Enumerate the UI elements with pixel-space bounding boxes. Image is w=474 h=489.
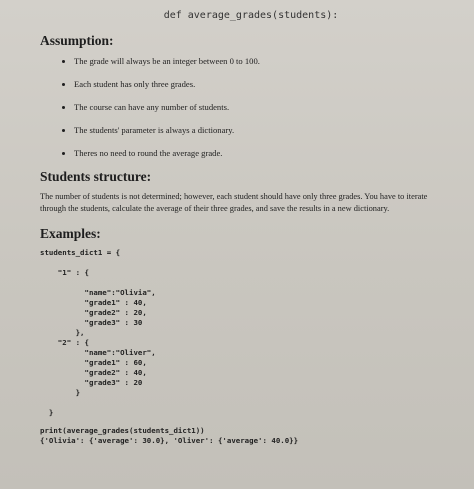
code-line: "grade1" : 60, — [40, 358, 147, 367]
example-call: print(average_grades(students_dict1)) — [40, 426, 205, 435]
example-code-block — [40, 248, 452, 418]
examples-heading: Examples: — [40, 226, 101, 241]
code-line: students_dict1 = { — [40, 248, 121, 257]
code-line: "name":"Oliver", — [40, 348, 156, 357]
structure-text: The number of students is not determined; however, each student should have only three grades. You have to iterate through the students, calculate the average of their three grades, and save the results in a new dictionary. — [40, 192, 428, 213]
code-line: "grade2" : 40, — [40, 368, 147, 377]
function-signature: def average_grades(students): — [163, 10, 339, 21]
code-line: "grade2" : 20, — [40, 308, 147, 317]
assumption-item: • Theres no need to round the average grade. — [74, 147, 452, 160]
assumption-heading: Assumption: — [40, 33, 114, 48]
code-line: "grade3" : 20 — [40, 378, 143, 387]
code-line: } — [40, 388, 81, 397]
code-line: "1" : { — [40, 268, 89, 277]
code-line: "grade1" : 40, — [40, 298, 147, 307]
code-line: "grade3" : 30 — [40, 318, 143, 327]
example-output: {'Olivia': {'average': 30.0}, 'Oliver': {'average': 40.0}} — [40, 436, 299, 445]
assumption-item: • The students' parameter is always a dictionary. — [74, 124, 452, 137]
code-line: "name":"Olivia", — [40, 288, 156, 297]
assumption-item: • Each student has only three grades. — [74, 78, 452, 91]
structure-heading: Students structure: — [40, 169, 152, 184]
code-line: "2" : { — [40, 338, 89, 347]
code-line: } — [40, 408, 54, 417]
assumption-item: • The course can have any number of students. — [74, 101, 452, 114]
assumption-list — [40, 55, 452, 160]
assumption-item: • The grade will always be an integer between 0 to 100. — [74, 55, 452, 68]
code-line: }, — [40, 328, 85, 337]
